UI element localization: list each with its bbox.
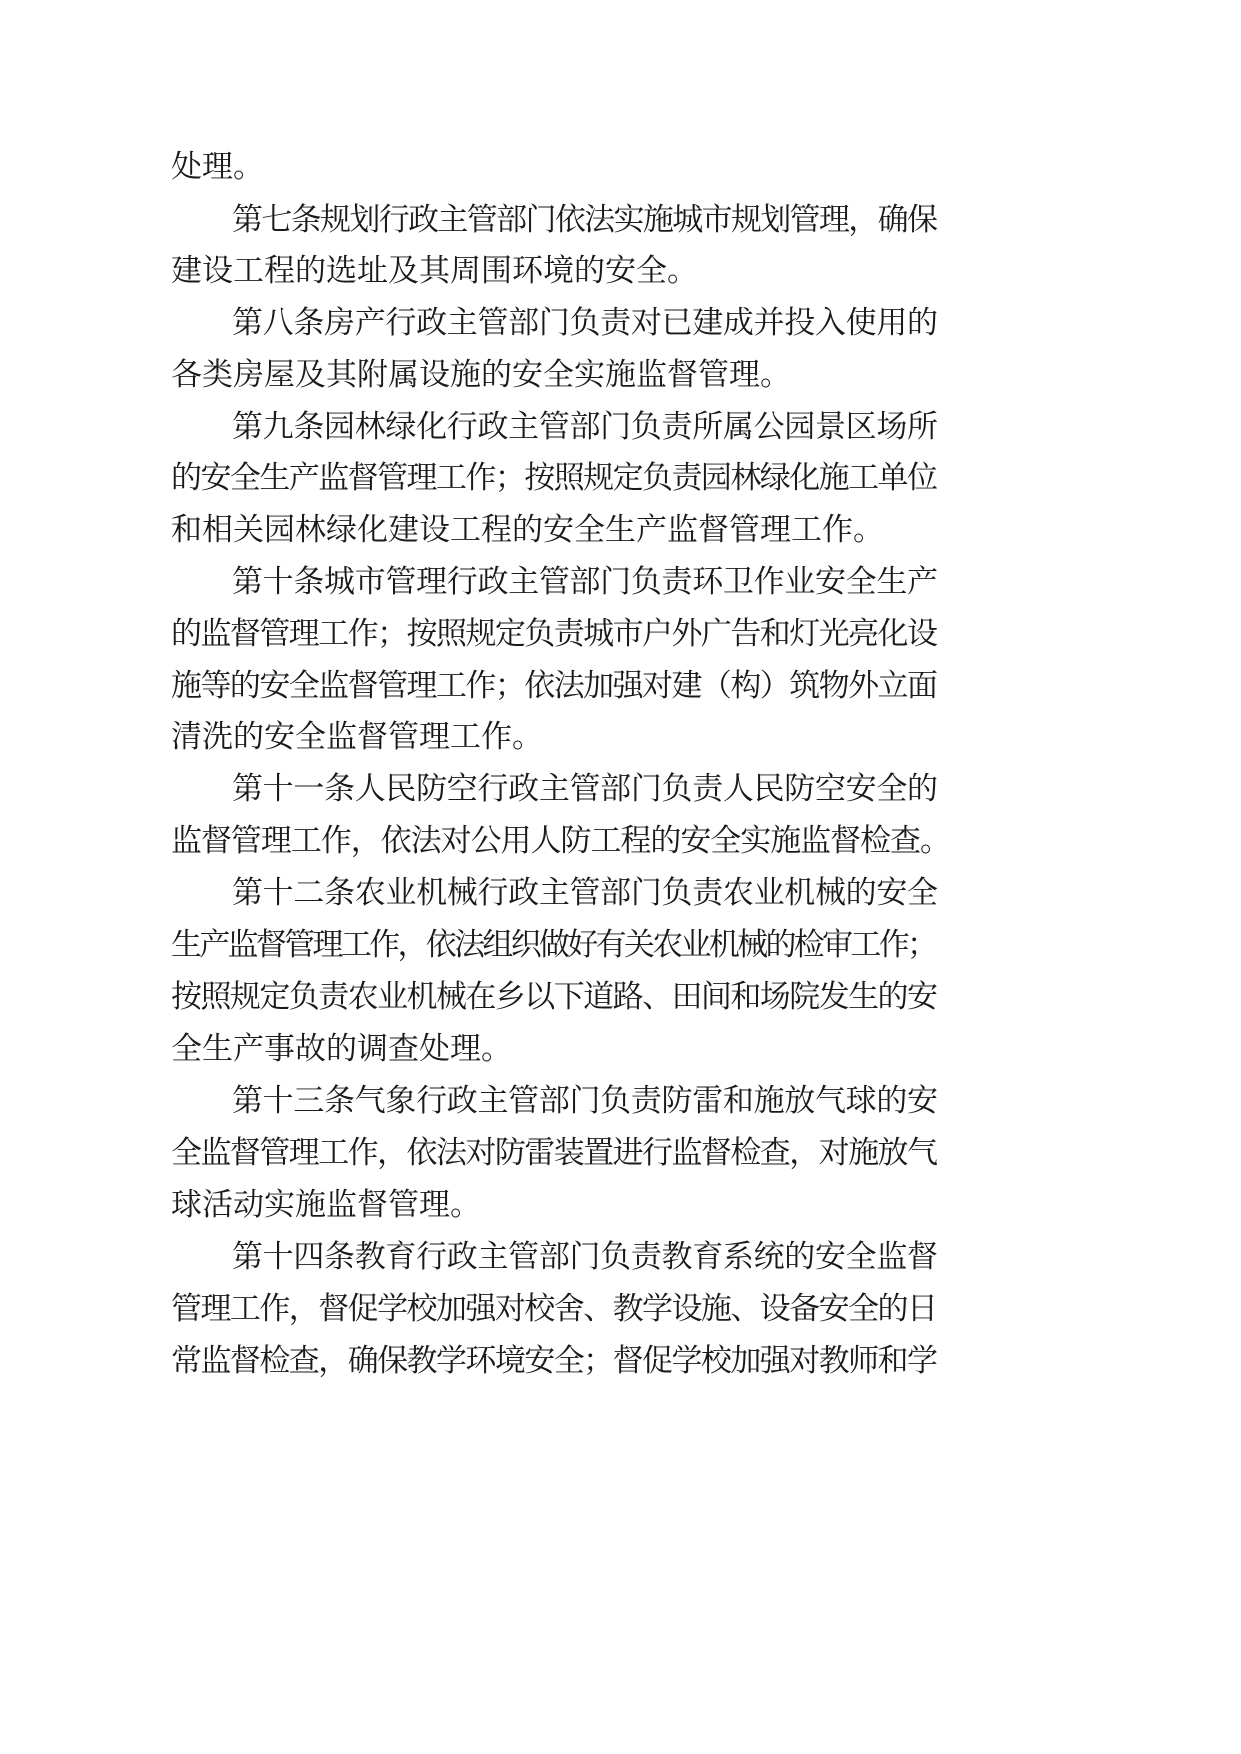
text-line bbox=[0, 142, 1241, 192]
text-line bbox=[0, 1232, 1241, 1282]
text-line-content: 第八条房产行政主管部门负责对已建成并投入使用的 bbox=[232, 305, 938, 341]
text-line-content: 第十四条教育行政主管部门负责教育系统的安全监督 bbox=[232, 1239, 938, 1275]
text-line bbox=[0, 972, 1241, 1022]
text-line-content: 建设工程的选址及其周围环境的安全。 bbox=[171, 253, 698, 289]
text-line-content: 球活动实施监督管理。 bbox=[171, 1187, 481, 1223]
text-line bbox=[0, 350, 1241, 400]
text-line-content: 常监督检查，确保教学环境安全；督促学校加强对教师和学 bbox=[171, 1343, 937, 1379]
text-line-content: 第七条规划行政主管部门依法实施城市规划管理，确保 bbox=[232, 202, 937, 238]
text-line-content: 各类房屋及其附属设施的安全实施监督管理。 bbox=[171, 357, 791, 393]
text-line-content: 第十三条气象行政主管部门负责防雷和施放气球的安 bbox=[232, 1083, 938, 1119]
text-line-content: 监督管理工作，依法对公用人防工程的安全实施监督检查。 bbox=[171, 823, 950, 859]
text-line-content: 生产监督管理工作，依法组织做好有关农业机械的检审工作； bbox=[171, 927, 936, 963]
text-line-content: 处理。 bbox=[171, 149, 264, 185]
text-line-content: 第十一条人民防空行政主管部门负责人民防空安全的 bbox=[232, 771, 938, 807]
text-line bbox=[0, 1180, 1241, 1230]
text-line bbox=[0, 712, 1241, 762]
text-line bbox=[0, 1024, 1241, 1074]
text-line-content: 施等的安全监督管理工作；依法加强对建（构）筑物外立面 bbox=[171, 668, 937, 704]
text-line bbox=[0, 1336, 1241, 1386]
text-line-content: 第十条城市管理行政主管部门负责环卫作业安全生产 bbox=[232, 564, 938, 600]
text-line-content: 第九条园林绿化行政主管部门负责所属公园景区场所 bbox=[232, 409, 938, 445]
text-line-content: 按照规定负责农业机械在乡以下道路、田间和场院发生的安 bbox=[171, 979, 937, 1015]
text-line bbox=[0, 1284, 1241, 1334]
text-line-content: 清洗的安全监督管理工作。 bbox=[171, 719, 543, 755]
text-line-content: 全监督管理工作，依法对防雷装置进行监督检查，对施放气 bbox=[171, 1135, 937, 1171]
text-line-content: 全生产事故的调查处理。 bbox=[171, 1031, 512, 1067]
text-line bbox=[0, 1076, 1241, 1126]
text-line bbox=[0, 402, 1241, 452]
text-line bbox=[0, 609, 1241, 659]
text-line bbox=[0, 764, 1241, 814]
text-line bbox=[0, 246, 1241, 296]
text-line bbox=[0, 195, 1241, 245]
text-line-content: 的监督管理工作；按照规定负责城市户外广告和灯光亮化设 bbox=[171, 616, 937, 652]
text-line-content: 第十二条农业机械行政主管部门负责农业机械的安全 bbox=[232, 875, 938, 911]
text-line-content: 的安全生产监督管理工作；按照规定负责园林绿化施工单位 bbox=[171, 460, 937, 496]
text-line bbox=[0, 298, 1241, 348]
text-line bbox=[0, 557, 1241, 607]
text-line bbox=[0, 816, 1241, 866]
text-line-content: 管理工作，督促学校加强对校舍、教学设施、设备安全的日 bbox=[171, 1291, 937, 1327]
text-line bbox=[0, 1128, 1241, 1178]
text-line bbox=[0, 868, 1241, 918]
text-line bbox=[0, 505, 1241, 555]
text-line bbox=[0, 453, 1241, 503]
text-line bbox=[0, 920, 1241, 970]
text-line bbox=[0, 661, 1241, 711]
text-line-content: 和相关园林绿化建设工程的安全生产监督管理工作。 bbox=[171, 512, 884, 548]
